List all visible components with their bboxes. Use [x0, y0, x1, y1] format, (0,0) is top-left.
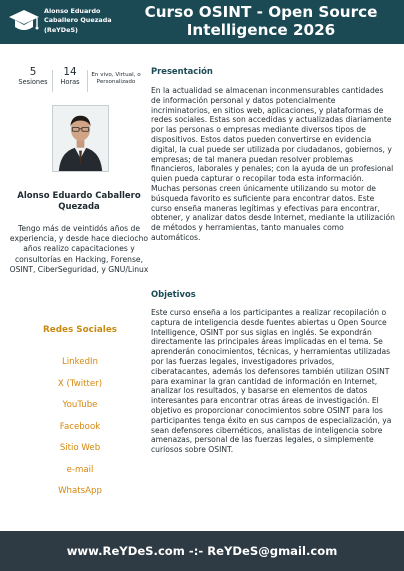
presentacion-title: Presentación [151, 66, 213, 76]
link-facebook[interactable]: Facebook [59, 421, 101, 432]
stat-divider [52, 70, 53, 92]
objetivos-title: Objetivos [151, 289, 196, 299]
course-stats [16, 66, 141, 92]
course-title: Curso OSINT - Open Source Intelligence 2026 [144, 3, 378, 40]
graduation-cap-icon [6, 6, 42, 38]
instructor-name: Alonso Eduardo Caballero Quezada [17, 191, 141, 212]
stat-hours [56, 66, 84, 86]
instructor-bio: Tengo más de veintidós años de experiencia, y desde hace dieciocho años realizo capacitaciones y consultorías en Hacking, Forense, OSINT, CiberSeguridad, y GNU/Linux [9, 224, 149, 274]
social-links [0, 352, 160, 503]
link-whatsapp[interactable]: WhatsApp [58, 486, 102, 496]
social-heading: Redes Sociales [42, 325, 118, 335]
link-email[interactable]: e-mail [66, 464, 94, 475]
link-website[interactable]: Sitio Web [59, 443, 101, 453]
hours-label: Horas [60, 78, 80, 86]
stat-sessions [16, 66, 50, 86]
sessions-label: Sesiones [18, 78, 48, 86]
stat-mode: En vivo, Virtual, o Personalizado [91, 72, 141, 85]
footer [0, 531, 404, 571]
footer-contact: www.ReYDeS.com -:- ReYDeS@gmail.com [66, 544, 338, 558]
objetivos-body: Este curso enseña a los participantes a realizar recopilación o captura de inteligencia desde fuentes abiertas u Open Source Intelligence, OSINT por sus siglas en inglés. Se expondrán directamente las principales áreas implicadas en el tema. Se aprenderán conocimientos, técnicas, y herramientas utilizadas por las fuerzas legales, investigadores privados, ciberatacantes, además los defensores también utilizan OSINT para examinar la gran cantidad de información en Internet, analizar los resultados, y basarse en elementos de datos interesantes para encontrar otras áreas de investigación. El objetivo es proporcionar conocimientos sobre OSINT para los participantes tenga éxito en sus campos de especialización, ya sean defensores cibernéticos, analistas de inteligencia sobre amenazas, personal de las fuerzas legales, o simplemente curiosos sobre OSINT. [151, 308, 392, 455]
link-linkedin[interactable]: LinkedIn [61, 357, 98, 367]
stat-divider [87, 70, 88, 92]
org-name: Alonso Eduardo Caballero Quezada (ReYDeS) [44, 7, 112, 34]
link-x-twitter[interactable]: X (Twitter) [57, 378, 103, 389]
link-youtube[interactable]: YouTube [62, 400, 98, 410]
instructor-photo [52, 105, 109, 172]
sessions-value: 5 [29, 66, 37, 78]
header [0, 0, 404, 44]
hours-value: 14 [63, 66, 77, 78]
presentacion-body: En la actualidad se almacenan inconmensurables cantidades de información personal y datos potencialmente incriminatorios, en sitios web, aplicaciones, y plataformas de redes sociales. Estas son accedidas y actualizadas diariamente por las personas o empresas mediante diversos tipos de dispositivos. Estos datos pueden convertirse en evidencia digital, la cual puede ser utilizada por ciudadanos, gobiernos, y empresas; de tal manera puedan resolver problemas financieros, laborales y penales; con la ayuda de un profesional quien pueda capturar o recopilar toda esta información. Muchas personas creen únicamente utilizando su motor de búsqueda favorito es suficiente para encontrar datos. Este curso enseña maneras legítimas y efectivas para encontrar, obtener, y analizar datos desde Internet, mediante la utilización de métodos y herramientas, tanto manuales como automáticos. [151, 86, 395, 242]
